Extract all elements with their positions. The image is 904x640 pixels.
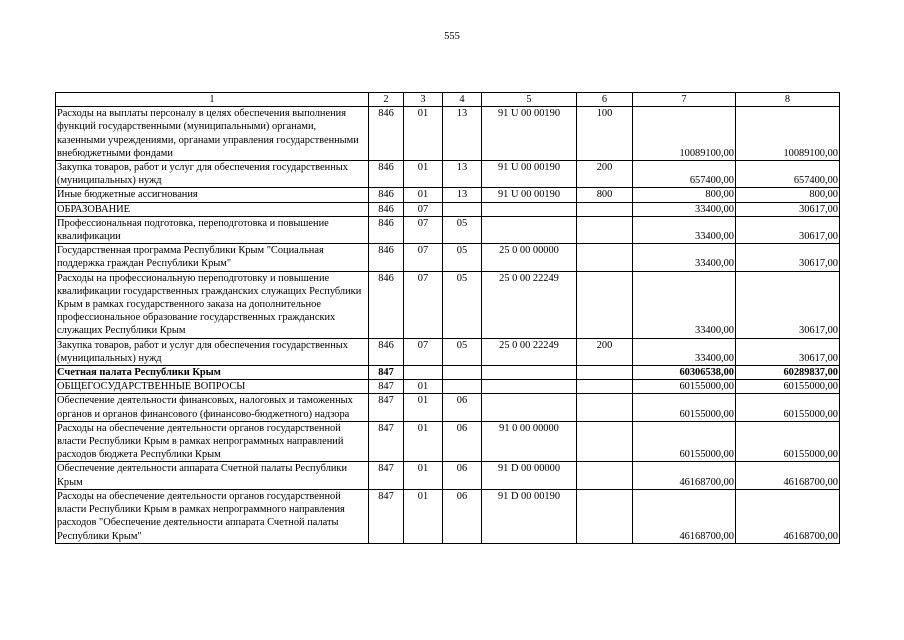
- expense-type-code: [577, 202, 633, 216]
- ministry-code: 846: [369, 338, 404, 365]
- expense-name: Обеспечение деятельности аппарата Счетной палаты Республики Крым: [56, 462, 369, 489]
- ministry-code: 847: [369, 489, 404, 543]
- expense-name: ОБЩЕГОСУДАРСТВЕННЫЕ ВОПРОСЫ: [56, 380, 369, 394]
- ministry-code: 847: [369, 462, 404, 489]
- table-row: [56, 216, 840, 243]
- amount-col8: 60155000,00: [736, 380, 840, 394]
- amount-col7: 33400,00: [633, 244, 736, 271]
- subsection-code: 13: [443, 161, 482, 188]
- ministry-code: 847: [369, 366, 404, 380]
- amount-col7: 33400,00: [633, 338, 736, 365]
- header-cell: 1: [56, 93, 369, 107]
- section-code: 01: [404, 161, 443, 188]
- amount-col7: 60155000,00: [633, 421, 736, 462]
- amount-col8: 30617,00: [736, 271, 840, 338]
- expense-type-code: [577, 421, 633, 462]
- subsection-code: 05: [443, 338, 482, 365]
- table-row: [56, 338, 840, 365]
- target-article-code: 91 D 00 00190: [482, 489, 577, 543]
- amount-col7: 10089100,00: [633, 107, 736, 161]
- header-cell: 4: [443, 93, 482, 107]
- section-code: 07: [404, 271, 443, 338]
- subsection-code: 13: [443, 188, 482, 202]
- expense-type-code: [577, 366, 633, 380]
- table-row: [56, 202, 840, 216]
- ministry-code: 847: [369, 380, 404, 394]
- amount-col8: 30617,00: [736, 202, 840, 216]
- expense-name: Расходы на выплаты персоналу в целях обеспечения выполнения функций государственными (муниципальными) органами, казенными учреждениями, органами управления государственными внебюджетными фондами: [56, 107, 369, 161]
- table-row: [56, 271, 840, 338]
- expense-name: Закупка товаров, работ и услуг для обеспечения государственных (муниципальных) нужд: [56, 338, 369, 365]
- section-code: 07: [404, 216, 443, 243]
- target-article-code: 91 U 00 00190: [482, 161, 577, 188]
- section-code: 01: [404, 188, 443, 202]
- subsection-code: 06: [443, 489, 482, 543]
- target-article-code: 25 0 00 00000: [482, 244, 577, 271]
- section-code: 01: [404, 421, 443, 462]
- amount-col8: 800,00: [736, 188, 840, 202]
- table-row: [56, 394, 840, 421]
- target-article-code: 25 0 00 22249: [482, 338, 577, 365]
- subsection-code: 06: [443, 421, 482, 462]
- ministry-code: 847: [369, 421, 404, 462]
- expense-name: ОБРАЗОВАНИЕ: [56, 202, 369, 216]
- table-row: [56, 380, 840, 394]
- table-row: [56, 244, 840, 271]
- amount-col8: 60155000,00: [736, 421, 840, 462]
- amount-col7: 60306538,00: [633, 366, 736, 380]
- amount-col7: 33400,00: [633, 202, 736, 216]
- ministry-code: 846: [369, 216, 404, 243]
- subsection-code: 05: [443, 271, 482, 338]
- expense-type-code: [577, 489, 633, 543]
- amount-col8: 60289837,00: [736, 366, 840, 380]
- target-article-code: 91 0 00 00000: [482, 421, 577, 462]
- table-row: [56, 366, 840, 380]
- header-row: [56, 93, 840, 107]
- section-code: 01: [404, 462, 443, 489]
- expense-name: Обеспечение деятельности финансовых, налоговых и таможенных органов и органов финансового (финансово-бюджетного) надзора: [56, 394, 369, 421]
- subsection-code: 13: [443, 107, 482, 161]
- expense-name: Счетная палата Республики Крым: [56, 366, 369, 380]
- expense-type-code: [577, 462, 633, 489]
- amount-col7: 33400,00: [633, 216, 736, 243]
- section-code: 01: [404, 107, 443, 161]
- expense-type-code: [577, 394, 633, 421]
- target-article-code: [482, 380, 577, 394]
- expense-name: Иные бюджетные ассигнования: [56, 188, 369, 202]
- section-code: 01: [404, 394, 443, 421]
- table-row: [56, 161, 840, 188]
- header-cell: 3: [404, 93, 443, 107]
- subsection-code: 05: [443, 244, 482, 271]
- subsection-code: 05: [443, 216, 482, 243]
- amount-col8: 657400,00: [736, 161, 840, 188]
- budget-table: [55, 92, 840, 544]
- section-code: 01: [404, 489, 443, 543]
- ministry-code: 846: [369, 188, 404, 202]
- target-article-code: 91 U 00 00190: [482, 188, 577, 202]
- section-code: 07: [404, 338, 443, 365]
- header-cell: 8: [736, 93, 840, 107]
- amount-col7: 657400,00: [633, 161, 736, 188]
- ministry-code: 846: [369, 161, 404, 188]
- subsection-code: [443, 380, 482, 394]
- amount-col7: 60155000,00: [633, 380, 736, 394]
- expense-type-code: 100: [577, 107, 633, 161]
- expense-name: Закупка товаров, работ и услуг для обеспечения государственных (муниципальных) нужд: [56, 161, 369, 188]
- expense-type-code: [577, 380, 633, 394]
- amount-col8: 30617,00: [736, 216, 840, 243]
- expense-name: Расходы на профессиональную переподготовку и повышение квалификации государственных гражданских служащих Республики Крым в рамках государственного заказа на дополнительное профессиональное образование государственных гражданских служащих Республики Крым: [56, 271, 369, 338]
- expense-name: Государственная программа Республики Крым "Социальная поддержка граждан Республики Крым": [56, 244, 369, 271]
- subsection-code: 06: [443, 462, 482, 489]
- target-article-code: [482, 366, 577, 380]
- amount-col7: 46168700,00: [633, 462, 736, 489]
- ministry-code: 846: [369, 202, 404, 216]
- amount-col8: 30617,00: [736, 244, 840, 271]
- target-article-code: 91 D 00 00000: [482, 462, 577, 489]
- amount-col8: 60155000,00: [736, 394, 840, 421]
- amount-col7: 800,00: [633, 188, 736, 202]
- amount-col8: 30617,00: [736, 338, 840, 365]
- ministry-code: 846: [369, 244, 404, 271]
- section-code: 01: [404, 380, 443, 394]
- target-article-code: [482, 202, 577, 216]
- amount-col8: 46168700,00: [736, 462, 840, 489]
- target-article-code: 25 0 00 22249: [482, 271, 577, 338]
- page-number: 555: [444, 31, 460, 42]
- expense-type-code: [577, 271, 633, 338]
- expense-type-code: 200: [577, 338, 633, 365]
- header-cell: 2: [369, 93, 404, 107]
- target-article-code: [482, 216, 577, 243]
- header-cell: 7: [633, 93, 736, 107]
- section-code: 07: [404, 244, 443, 271]
- subsection-code: [443, 366, 482, 380]
- amount-col7: 46168700,00: [633, 489, 736, 543]
- amount-col7: 33400,00: [633, 271, 736, 338]
- ministry-code: 846: [369, 271, 404, 338]
- table-row: [56, 462, 840, 489]
- table-row: [56, 421, 840, 462]
- header-cell: 5: [482, 93, 577, 107]
- section-code: [404, 366, 443, 380]
- ministry-code: 846: [369, 107, 404, 161]
- expense-name: Расходы на обеспечение деятельности органов государственной власти Республики Крым в рамках непрограммного направления расходов "Обеспечение деятельности аппарата Счетной палаты Республики Крым": [56, 489, 369, 543]
- amount-col7: 60155000,00: [633, 394, 736, 421]
- table-row: [56, 489, 840, 543]
- table-row: [56, 107, 840, 161]
- ministry-code: 847: [369, 394, 404, 421]
- target-article-code: 91 U 00 00190: [482, 107, 577, 161]
- expense-type-code: [577, 216, 633, 243]
- header-cell: 6: [577, 93, 633, 107]
- expense-type-code: 200: [577, 161, 633, 188]
- expense-name: Расходы на обеспечение деятельности органов государственной власти Республики Крым в рамках непрограммных направлений расходов бюджета Республики Крым: [56, 421, 369, 462]
- table-row: [56, 188, 840, 202]
- target-article-code: [482, 394, 577, 421]
- section-code: 07: [404, 202, 443, 216]
- expense-type-code: 800: [577, 188, 633, 202]
- expense-name: Профессиональная подготовка, переподготовка и повышение квалификации: [56, 216, 369, 243]
- expense-type-code: [577, 244, 633, 271]
- subsection-code: [443, 202, 482, 216]
- subsection-code: 06: [443, 394, 482, 421]
- amount-col8: 46168700,00: [736, 489, 840, 543]
- amount-col8: 10089100,00: [736, 107, 840, 161]
